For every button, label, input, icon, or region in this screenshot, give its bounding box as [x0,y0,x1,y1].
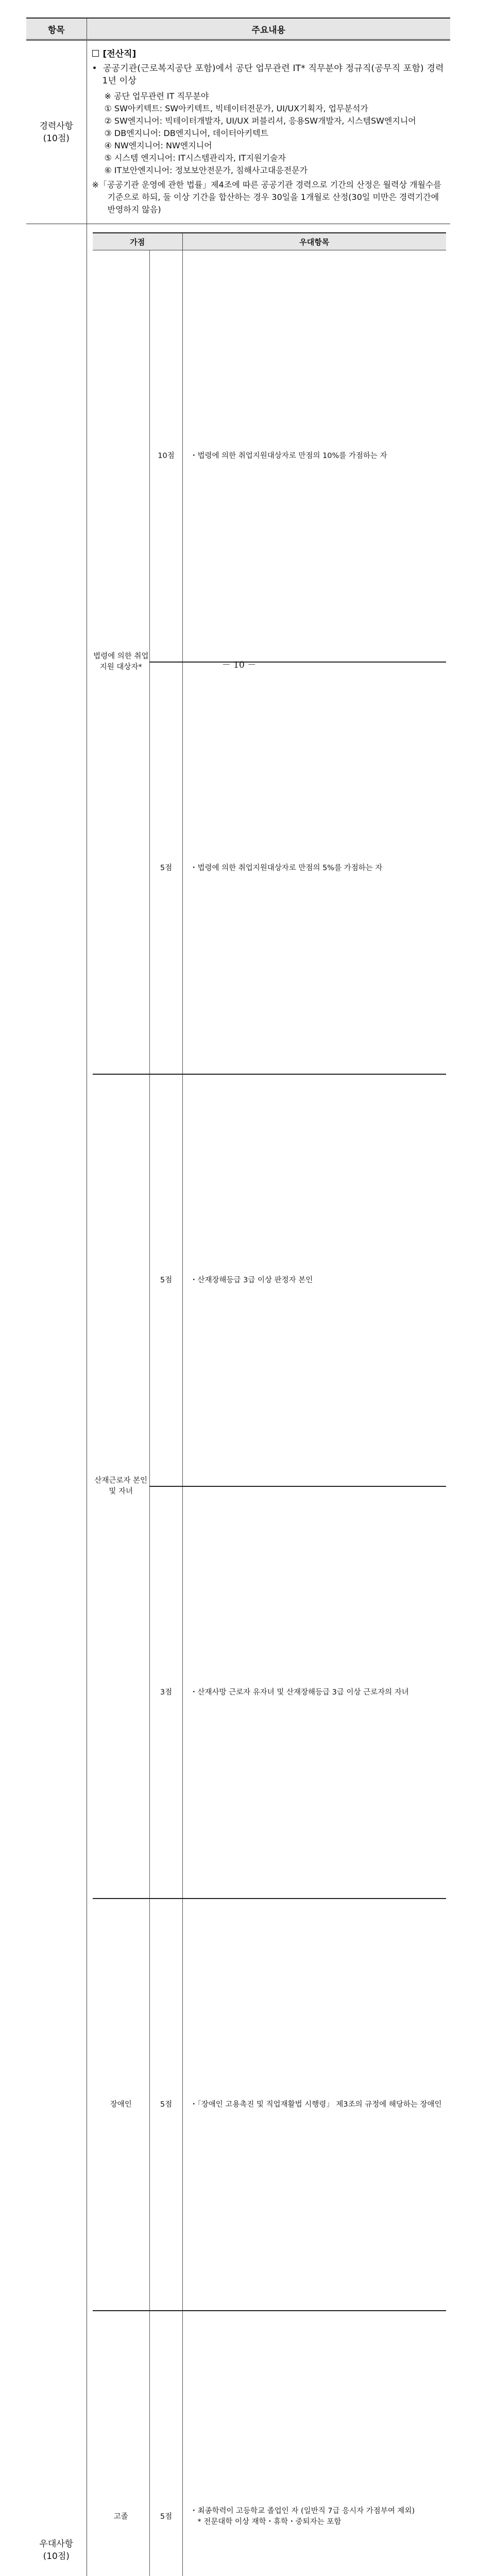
item-text: * 전문대학 이상 재학・휴학・중퇴자는 포함 [190,2517,442,2528]
career-label-text: 경력사항 [26,120,87,132]
category-cell: 법령에 의한 취업지원 대상자* [93,250,150,1075]
career-requirement: • 공공기관(근로복지공단 포함)에서 공단 업무관련 IT* 직무분야 정규직(공무직 포함) 경력 1년 이상 [92,62,451,87]
preference-table [93,232,446,2576]
checkbox-square-icon [92,50,99,57]
item-cell [183,250,446,663]
category-cell: 고졸 [93,2311,150,2576]
points-cell: 5점 [150,2311,183,2576]
criteria-table [26,18,450,2576]
it-field-title: ※ 공단 업무관련 IT 직무분야 [105,90,451,103]
section-title [92,48,451,60]
career-label-points: (10점) [26,132,87,145]
it-field-item: ⑥ IT보안엔지니어: 정보보안전문가, 침해사고대응전문가 [105,164,451,177]
page-number: － 10 － [0,657,478,670]
preference-label [26,224,87,2576]
item-cell [183,1899,446,2311]
it-field-item: ① SW아키텍트: SW아키텍트, 빅테이터전문가, UI/UX기획자, 업무분석가 [105,103,451,115]
career-label [26,40,87,224]
item-cell [183,1074,446,1486]
category-cell: 장애인 [93,1899,150,2311]
items-header: 우대항목 [183,233,446,250]
points-cell: 10점 [150,250,183,663]
item-cell [183,2311,446,2576]
preference-label-points: (10점) [26,2550,87,2563]
item-text: ・산재장해등급 3급 이상 판정자 본인 [190,1275,442,1286]
category-cell: 산재근로자 본인 및 자녀 [93,1074,150,1899]
career-content [87,40,450,224]
career-requirement-text: 공공기관(근로복지공단 포함)에서 공단 업무관련 IT* 직무분야 정규직(공무직 포함) 경력 1년 이상 [103,63,444,86]
points-cell: 5점 [150,1074,183,1486]
item-text: ・산재사망 근로자 유자녀 및 산재장해등급 3급 이상 근로자의 자녀 [190,1687,442,1698]
item-text: ・「장애인 고용촉진 및 직업재활법 시행령」 제3조의 규정에 해당하는 장애인 [190,2099,442,2110]
it-field-item: ④ NW엔지니어: NW엔지니어 [105,140,451,152]
item-text: ・법령에 의한 취업지원대상자로 만점의 5%를 가점하는 자 [190,863,442,874]
item-cell [183,662,446,1074]
section-title-text: [전산직] [103,49,136,59]
preference-label-text: 우대사항 [26,2538,87,2550]
points-cell: 5점 [150,662,183,1074]
header-item: 항목 [26,18,87,40]
career-note: ※「공공기관 운영에 관한 법률」제4조에 따른 공공기관 경력으로 기간의 산정은 월력상 개월수를 기준으로 하되, 둘 이상 기간을 합산하는 경우 30일을 1개월로 산정(30일 미만은 경력기간에 반영하지 않음) [92,179,451,216]
item-text: ・최종학력이 고등학교 졸업인 자 (일반직 7급 응시자 가점부여 제외) [190,2506,442,2517]
it-field-item: ⑤ 시스템 엔지니어: IT시스템관리자, IT지원기술자 [105,152,451,164]
it-field-item: ③ DB엔지니어: DB엔지니어, 데이터아키텍트 [105,127,451,140]
preference-content [87,224,450,2576]
points-cell: 3점 [150,1486,183,1899]
points-cell: 5점 [150,1899,183,2311]
header-content: 주요내용 [87,18,450,40]
it-field-list [92,90,451,177]
points-header: 가점 [93,233,183,250]
item-cell [183,1486,446,1899]
it-field-item: ② SW엔지니어: 빅테이터개발자, UI/UX 퍼블리셔, 응용SW개발자, 시스템SW엔지니어 [105,115,451,127]
item-text: ・법령에 의한 취업지원대상자로 만점의 10%를 가점하는 자 [190,451,442,462]
